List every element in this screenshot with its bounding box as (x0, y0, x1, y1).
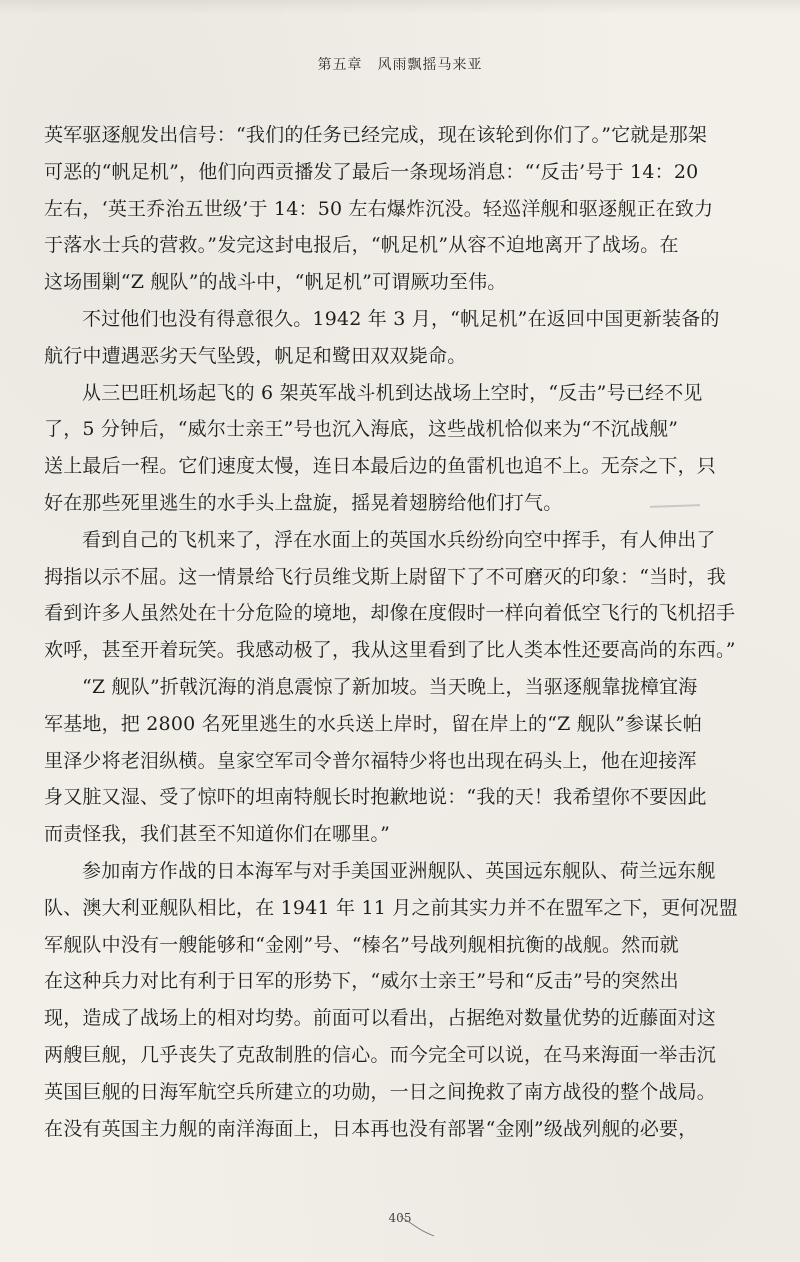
text-line: 拇指以示不屈。这一情景给飞行员维戈斯上尉留下了不可磨灭的印象：“当时，我 (44, 565, 726, 588)
pen-stroke-mark (398, 1214, 438, 1238)
body-text (44, 117, 758, 1147)
text-line: 可恶的“帆足机”，他们向西贡播发了最后一条现场消息：“‘反击’号于 14：20 (44, 160, 699, 183)
text-line: 现，造成了战场上的相对均势。前面可以看出，占据绝对数量优势的近藤面对这 (44, 1007, 717, 1030)
text-line: 欢呼，甚至开着玩笑。我感动极了，我从这里看到了比人类本性还要高尚的东西。” (44, 639, 736, 662)
running-head-chapter-title: 第五章 风雨飘摇马来亚 (317, 57, 483, 73)
text-line: 送上最后一程。它们速度太慢，连日本最后边的鱼雷机也追不上。无奈之下，只 (44, 455, 717, 478)
text-line: 看到许多人虽然处在十分危险的境地，却像在度假时一样向着低空飞行的飞机招手 (44, 602, 736, 625)
page-number: 405 (388, 1211, 412, 1225)
text-line: 军舰队中没有一艘能够和“金刚”号、“榛名”号战列舰相抗衡的战舰。然而就 (44, 933, 679, 956)
text-line: 好在那些死里逃生的水手头上盘旋，摇晃着翅膀给他们打气。 (44, 491, 563, 514)
text-line: 两艘巨舰，几乎丧失了克敌制胜的信心。而今完全可以说，在马来海面一举击沉 (44, 1043, 717, 1066)
text-line: 而责怪我，我们甚至不知道你们在哪里。” (44, 823, 391, 846)
text-line: 在这种兵力对比有利于日军的形势下，“威尔士亲王”号和“反击”号的突然出 (44, 970, 679, 993)
text-line: 于落水士兵的营救。”发完这封电报后，“帆足机”从容不迫地离开了战场。在 (44, 234, 679, 257)
page-edge-shadow (0, 0, 800, 14)
text-line: 英国巨舰的日海军航空兵所建立的功勋，一日之间挽救了南方战役的整个战局。 (44, 1080, 717, 1103)
text-line: 这场围剿“Z 舰队”的战斗中，“帆足机”可谓厥功至伟。 (44, 271, 507, 294)
text-line: 在没有英国主力舰的南洋海面上，日本再也没有部署“金刚”级战列舰的必要， (44, 1117, 698, 1140)
text-line: 身又脏又湿、受了惊吓的坦南特舰长时抱歉地说：“我的天！我希望你不要因此 (44, 786, 707, 809)
text-line: 从三巴旺机场起飞的 6 架英军战斗机到达战场上空时，“反击”号已经不见 (82, 381, 703, 404)
text-line: 里泽少将老泪纵横。皇家空军司令普尔福特少将也出现在码头上，他在迎接浑 (44, 749, 697, 772)
text-line: 参加南方作战的日本海军与对手美国亚洲舰队、英国远东舰队、荷兰远东舰 (82, 859, 716, 882)
text-line: “Z 舰队”折戟沉海的消息震惊了新加坡。当天晚上，当驱逐舰靠拢樟宜海 (82, 675, 698, 698)
text-line: 英军驱逐舰发出信号：“我们的任务已经完成，现在该轮到你们了。”它就是那架 (44, 124, 708, 146)
text-line: 不过他们也没有得意很久。1942 年 3 月，“帆足机”在返回中国更新装备的 (82, 307, 720, 330)
text-line: 队、澳大利亚舰队相比，在 1941 年 11 月之前其实力并不在盟军之下，更何况盟 (44, 896, 738, 919)
text-line: 了，5 分钟后，“威尔士亲王”号也沉入海底，这些战机恰似来为“不沉战舰” (44, 418, 679, 441)
text-line: 军基地，把 2800 名死里逃生的水兵送上岸时，留在岸上的“Z 舰队”参谋长帕 (44, 712, 702, 735)
text-line: 左右，‘英王乔治五世级’于 14：50 左右爆炸沉没。轻巡洋舰和驱逐舰正在致力 (44, 197, 714, 220)
text-line: 看到自己的飞机来了，浮在水面上的英国水兵纷纷向空中挥手，有人伸出了 (82, 528, 716, 551)
text-line: 航行中遭遇恶劣天气坠毁，帆足和鹭田双双毙命。 (44, 344, 467, 367)
